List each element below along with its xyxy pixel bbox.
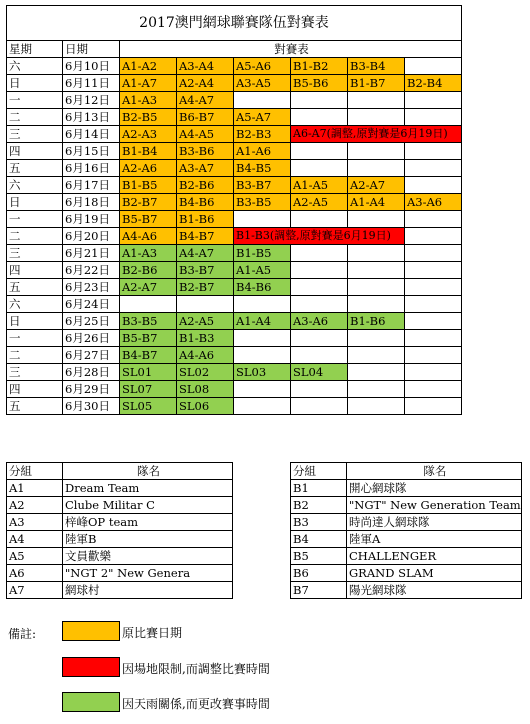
match-cell — [348, 398, 405, 415]
match-cell: B4-B6 — [177, 194, 234, 211]
match-note-text: A6-A7(調整,原對賽是6月19日) — [293, 127, 448, 140]
schedule-title: 2017澳門網球聯賽隊伍對賽表 — [7, 6, 462, 41]
match-cell: B1-B6 — [348, 313, 405, 330]
team-group: A1 — [7, 480, 63, 497]
team-group: B7 — [291, 582, 347, 599]
date-cell: 6月17日 — [63, 177, 120, 194]
match-cell: SL07 — [120, 381, 177, 398]
match-cell — [234, 211, 291, 228]
weekday-cell: 二 — [7, 109, 63, 126]
schedule-row — [7, 364, 462, 381]
team-row — [291, 531, 522, 548]
schedule-row — [7, 398, 462, 415]
schedule-row — [7, 126, 462, 143]
match-cell — [405, 279, 462, 296]
match-cell — [405, 245, 462, 262]
match-cell: SL01 — [120, 364, 177, 381]
team-row — [291, 565, 522, 582]
date-cell: 6月24日 — [63, 296, 120, 313]
team-group: B2 — [291, 497, 347, 514]
match-cell: A1-A5 — [234, 262, 291, 279]
date-cell: 6月15日 — [63, 143, 120, 160]
schedule-row — [7, 313, 462, 330]
match-cell: B1-B7 — [348, 75, 405, 92]
match-cell — [291, 262, 348, 279]
date-cell: 6月14日 — [63, 126, 120, 143]
schedule-row — [7, 245, 462, 262]
match-cell: B1-B5 — [234, 245, 291, 262]
team-name: 陸軍B — [63, 531, 233, 548]
match-cell: A3-A7 — [177, 160, 234, 177]
weekday-cell: 六 — [7, 58, 63, 75]
match-cell: A3-A5 — [234, 75, 291, 92]
match-cell: A4-A7 — [177, 245, 234, 262]
date-cell: 6月27日 — [63, 347, 120, 364]
team-table-b-header — [291, 463, 522, 480]
team-group: A6 — [7, 565, 63, 582]
match-cell: B5-B7 — [120, 211, 177, 228]
match-cell: A2-A6 — [120, 160, 177, 177]
team-row — [291, 548, 522, 565]
team-row — [7, 565, 233, 582]
team-name: 陽光網球隊 — [347, 582, 522, 599]
date-cell: 6月22日 — [63, 262, 120, 279]
schedule-row — [7, 109, 462, 126]
match-cell — [234, 398, 291, 415]
match-cell: B5-B7 — [120, 330, 177, 347]
match-cell — [405, 177, 462, 194]
team-group: B5 — [291, 548, 347, 565]
legend-swatch-rain — [62, 692, 120, 712]
match-cell: SL04 — [291, 364, 348, 381]
match-cell: A1-A2 — [120, 58, 177, 75]
match-cell — [348, 381, 405, 398]
schedule-row — [7, 279, 462, 296]
match-cell — [348, 364, 405, 381]
match-cell — [405, 92, 462, 109]
team-row — [291, 480, 522, 497]
match-cell: B3-B5 — [234, 194, 291, 211]
weekday-cell: 日 — [7, 75, 63, 92]
match-cell — [348, 245, 405, 262]
legend-text-rain: 因天雨關係,而更改賽事時間 — [122, 697, 270, 711]
match-cell: B5-B6 — [291, 75, 348, 92]
team-name: 時尚達人網球隊 — [347, 514, 522, 531]
match-cell: B6-B7 — [177, 109, 234, 126]
team-name: CHALLENGER — [347, 548, 522, 565]
match-cell: B4-B6 — [234, 279, 291, 296]
match-cell: SL02 — [177, 364, 234, 381]
schedule-row — [7, 92, 462, 109]
match-cell — [405, 228, 462, 245]
schedule-row — [7, 381, 462, 398]
match-cell — [348, 347, 405, 364]
match-cell — [234, 381, 291, 398]
match-cell: A4-A6 — [120, 228, 177, 245]
match-cell: B3-B7 — [234, 177, 291, 194]
team-name: "NGT" New Generation Team — [347, 497, 522, 514]
team-b-header-name: 隊名 — [347, 463, 522, 480]
match-cell — [234, 347, 291, 364]
schedule-table — [6, 5, 462, 415]
header-matches: 對賽表 — [120, 41, 462, 58]
date-cell: 6月18日 — [63, 194, 120, 211]
match-cell: SL03 — [234, 364, 291, 381]
team-table-a — [6, 462, 233, 599]
weekday-cell: 日 — [7, 194, 63, 211]
match-note-text: B1-B3(調整,原對賽是6月19日) — [236, 229, 391, 242]
match-cell — [291, 109, 348, 126]
weekday-cell: 一 — [7, 330, 63, 347]
weekday-cell: 五 — [7, 398, 63, 415]
date-cell: 6月25日 — [63, 313, 120, 330]
header-row — [7, 41, 462, 58]
team-group: A2 — [7, 497, 63, 514]
match-cell — [291, 398, 348, 415]
weekday-cell: 二 — [7, 347, 63, 364]
match-cell: B3-B7 — [177, 262, 234, 279]
match-cell — [405, 160, 462, 177]
match-cell: B1-B5 — [120, 177, 177, 194]
match-cell — [405, 313, 462, 330]
schedule-row — [7, 58, 462, 75]
legend-swatch-original — [62, 621, 120, 641]
weekday-cell: 三 — [7, 245, 63, 262]
schedule-row — [7, 296, 462, 313]
date-cell: 6月12日 — [63, 92, 120, 109]
team-group: A5 — [7, 548, 63, 565]
weekday-cell: 日 — [7, 313, 63, 330]
date-cell: 6月13日 — [63, 109, 120, 126]
team-group: B1 — [291, 480, 347, 497]
legend-text-adjusted: 因場地限制,而調整比賽時間 — [122, 662, 270, 676]
team-name: 網球村 — [63, 582, 233, 599]
team-row — [7, 514, 233, 531]
match-cell: B2-B4 — [405, 75, 462, 92]
match-cell — [348, 109, 405, 126]
weekday-cell: 六 — [7, 296, 63, 313]
match-cell: A2-A5 — [291, 194, 348, 211]
date-cell: 6月29日 — [63, 381, 120, 398]
weekday-cell: 三 — [7, 126, 63, 143]
match-cell: A4-A5 — [177, 126, 234, 143]
team-group: B6 — [291, 565, 347, 582]
team-name: 開心網球隊 — [347, 480, 522, 497]
match-cell — [348, 330, 405, 347]
match-cell — [405, 330, 462, 347]
match-cell — [405, 296, 462, 313]
match-cell: B1-B6 — [177, 211, 234, 228]
match-cell — [291, 245, 348, 262]
notes-label: 備註: — [8, 627, 37, 641]
match-cell: B2-B7 — [177, 279, 234, 296]
match-cell: A2-A3 — [120, 126, 177, 143]
match-cell: A5-A7 — [234, 109, 291, 126]
date-cell: 6月11日 — [63, 75, 120, 92]
team-row — [291, 497, 522, 514]
match-cell: B4-B5 — [234, 160, 291, 177]
date-cell: 6月10日 — [63, 58, 120, 75]
team-name: 文員歡樂 — [63, 548, 233, 565]
team-row — [7, 497, 233, 514]
match-cell — [405, 398, 462, 415]
header-date: 日期 — [63, 41, 120, 58]
match-cell — [291, 92, 348, 109]
team-name: Dream Team — [63, 480, 233, 497]
date-cell: 6月30日 — [63, 398, 120, 415]
match-cell: B3-B6 — [177, 143, 234, 160]
schedule-row — [7, 228, 462, 245]
date-cell: 6月21日 — [63, 245, 120, 262]
team-name: Clube Militar C — [63, 497, 233, 514]
match-cell — [348, 279, 405, 296]
match-cell — [291, 160, 348, 177]
match-cell: A1-A3 — [120, 245, 177, 262]
match-cell: A4-A7 — [177, 92, 234, 109]
match-cell — [348, 160, 405, 177]
match-cell — [291, 296, 348, 313]
match-cell — [291, 143, 348, 160]
match-cell: A2-A7 — [120, 279, 177, 296]
team-table-b — [290, 462, 522, 599]
match-cell: A1-A6 — [234, 143, 291, 160]
team-row — [291, 514, 522, 531]
match-cell — [405, 364, 462, 381]
date-cell: 6月20日 — [63, 228, 120, 245]
match-cell — [405, 58, 462, 75]
match-cell: A3-A6 — [291, 313, 348, 330]
match-cell: B3-B5 — [120, 313, 177, 330]
team-a-header-name: 隊名 — [63, 463, 233, 480]
match-cell — [405, 109, 462, 126]
match-cell: B2-B7 — [120, 194, 177, 211]
match-cell — [234, 92, 291, 109]
match-cell — [291, 126, 462, 143]
match-cell — [348, 296, 405, 313]
team-row — [7, 480, 233, 497]
match-cell — [291, 211, 348, 228]
match-cell — [120, 296, 177, 313]
match-cell: SL05 — [120, 398, 177, 415]
weekday-cell: 四 — [7, 381, 63, 398]
match-cell — [291, 279, 348, 296]
match-cell: A1-A5 — [291, 177, 348, 194]
date-cell: 6月19日 — [63, 211, 120, 228]
match-cell: SL06 — [177, 398, 234, 415]
match-cell — [348, 143, 405, 160]
match-cell: A3-A4 — [177, 58, 234, 75]
match-cell: B1-B2 — [291, 58, 348, 75]
match-cell: A1-A4 — [348, 194, 405, 211]
match-cell — [234, 228, 405, 245]
match-cell: B4-B7 — [177, 228, 234, 245]
header-weekday: 星期 — [7, 41, 63, 58]
team-group: B3 — [291, 514, 347, 531]
match-cell: B2-B6 — [177, 177, 234, 194]
match-cell: SL08 — [177, 381, 234, 398]
match-cell — [234, 296, 291, 313]
date-cell: 6月28日 — [63, 364, 120, 381]
schedule-row — [7, 330, 462, 347]
team-b-header-group: 分組 — [291, 463, 347, 480]
team-group: A7 — [7, 582, 63, 599]
team-table-a-header — [7, 463, 233, 480]
team-name: 梓峰OP team — [63, 514, 233, 531]
schedule-row — [7, 143, 462, 160]
match-cell — [291, 347, 348, 364]
match-cell: B1-B3 — [177, 330, 234, 347]
match-cell: B2-B3 — [234, 126, 291, 143]
team-group: A3 — [7, 514, 63, 531]
match-cell — [348, 211, 405, 228]
match-cell: B2-B6 — [120, 262, 177, 279]
weekday-cell: 五 — [7, 160, 63, 177]
schedule-row — [7, 211, 462, 228]
match-cell: A3-A6 — [405, 194, 462, 211]
schedule-row — [7, 194, 462, 211]
weekday-cell: 六 — [7, 177, 63, 194]
match-cell: A1-A3 — [120, 92, 177, 109]
weekday-cell: 五 — [7, 279, 63, 296]
date-cell: 6月23日 — [63, 279, 120, 296]
match-cell: A5-A6 — [234, 58, 291, 75]
match-cell — [291, 330, 348, 347]
team-name: "NGT 2" New Genera — [63, 565, 233, 582]
match-cell: B2-B5 — [120, 109, 177, 126]
match-cell: A2-A5 — [177, 313, 234, 330]
match-cell — [291, 381, 348, 398]
team-name: 陸軍A — [347, 531, 522, 548]
schedule-row — [7, 347, 462, 364]
match-cell: B1-B4 — [120, 143, 177, 160]
legend-text-original: 原比賽日期 — [122, 626, 183, 640]
weekday-cell: 一 — [7, 92, 63, 109]
match-cell: A2-A7 — [348, 177, 405, 194]
match-cell: A2-A4 — [177, 75, 234, 92]
schedule-row — [7, 262, 462, 279]
weekday-cell: 四 — [7, 143, 63, 160]
match-cell: B3-B4 — [348, 58, 405, 75]
schedule-row — [7, 177, 462, 194]
match-cell: A1-A4 — [234, 313, 291, 330]
weekday-cell: 三 — [7, 364, 63, 381]
team-row — [291, 582, 522, 599]
team-row — [7, 582, 233, 599]
weekday-cell: 二 — [7, 228, 63, 245]
match-cell — [405, 381, 462, 398]
date-cell: 6月26日 — [63, 330, 120, 347]
match-cell — [405, 211, 462, 228]
team-a-header-group: 分組 — [7, 463, 63, 480]
schedule-row — [7, 75, 462, 92]
match-cell: A1-A7 — [120, 75, 177, 92]
match-cell: B4-B7 — [120, 347, 177, 364]
team-name: GRAND SLAM — [347, 565, 522, 582]
schedule-row — [7, 160, 462, 177]
match-cell — [348, 262, 405, 279]
date-cell: 6月16日 — [63, 160, 120, 177]
match-cell — [405, 143, 462, 160]
weekday-cell: 四 — [7, 262, 63, 279]
team-row — [7, 548, 233, 565]
team-row — [7, 531, 233, 548]
match-cell: A4-A6 — [177, 347, 234, 364]
match-cell — [177, 296, 234, 313]
match-cell — [405, 347, 462, 364]
team-group: B4 — [291, 531, 347, 548]
weekday-cell: 一 — [7, 211, 63, 228]
match-cell — [348, 92, 405, 109]
match-cell — [405, 262, 462, 279]
title-row — [7, 6, 462, 41]
match-cell — [234, 330, 291, 347]
legend-swatch-adjusted — [62, 657, 120, 677]
team-group: A4 — [7, 531, 63, 548]
